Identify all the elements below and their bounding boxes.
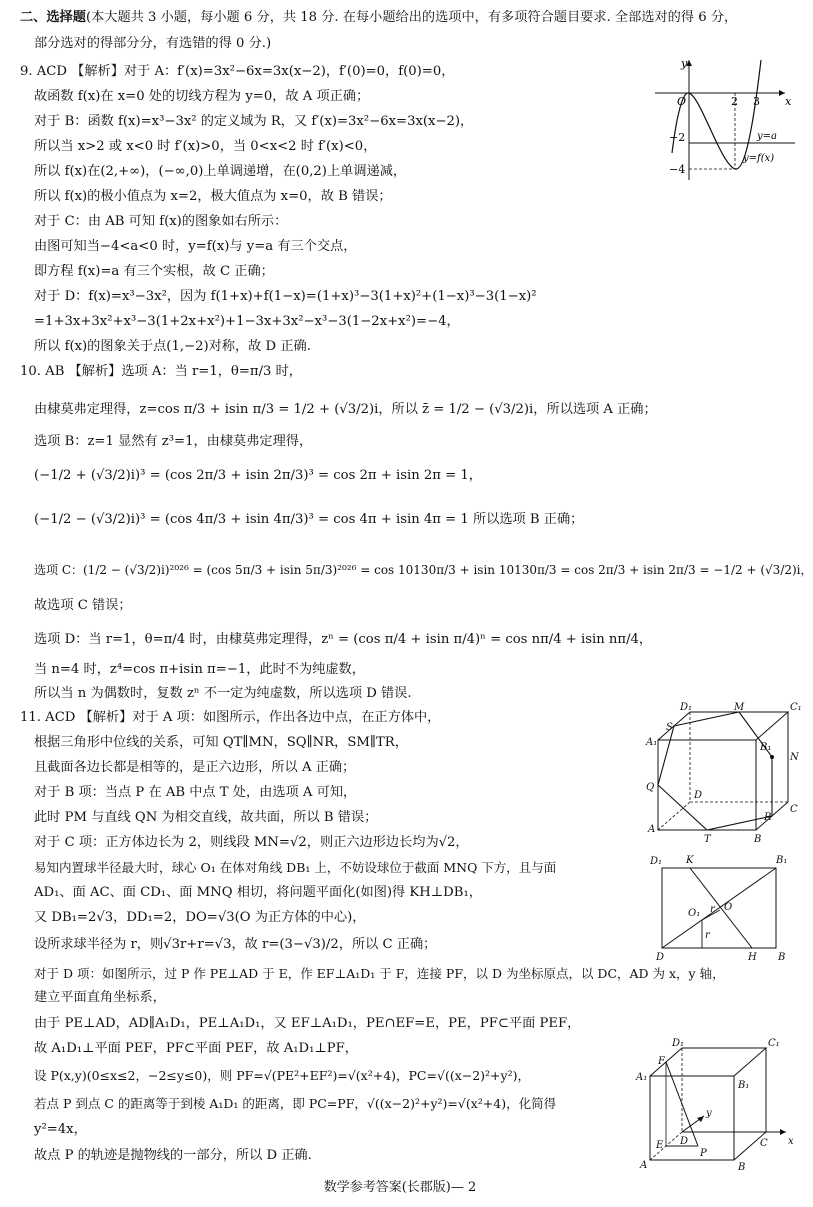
q9-line-7: 对于 C：由 AB 可知 f(x)的图象如右所示：	[34, 214, 288, 229]
page-footer: 数学参考答案(长郡版)— 2	[323, 1180, 477, 1195]
x-tick-2: 2	[731, 95, 738, 108]
q11-line-18: 故点 P 的轨迹是抛物线的一部分，所以 D 正确.	[34, 1148, 312, 1163]
svg-text:O: O	[724, 902, 733, 913]
svg-text:D₁: D₁	[672, 1038, 685, 1049]
svg-text:M: M	[734, 702, 745, 713]
q9-line-2: 故函数 f(x)在 x=0 处的切线方程为 y=0，故 A 项正确；	[34, 89, 370, 104]
svg-text:C: C	[790, 804, 798, 815]
svg-text:S: S	[666, 722, 673, 733]
svg-text:F: F	[658, 1056, 665, 1067]
svg-text:D: D	[680, 1136, 689, 1147]
q9-line-5: 所以 f(x)在(2,+∞)，(−∞,0)上单调递增，在(0,2)上单调递减，	[34, 164, 407, 179]
q9-line-6: 所以 f(x)的极小值点为 x=2，极大值点为 x=0，故 B 错误；	[34, 189, 392, 204]
svg-text:D₁: D₁	[680, 702, 693, 713]
q11-line-10: 设所求球半径为 r，则√3r+r=√3，故 r=(3−√3)/2，所以 C 正确；	[34, 937, 437, 952]
q11-line-13: 由于 PE⊥AD，AD∥A₁D₁，PE⊥A₁D₁，又 EF⊥A₁D₁，PE∩EF=E，PE，PF⊂平面 PEF，	[34, 1016, 581, 1031]
origin-label: O	[677, 95, 687, 108]
q9-line-9: 即方程 f(x)=a 有三个实根，故 C 正确；	[34, 264, 274, 279]
q10-line-9: 当 n=4 时，z⁴=cos π+isin π=−1，此时不为纯虚数，	[34, 662, 365, 677]
svg-text:T: T	[704, 834, 711, 845]
q10-line-2: 由棣莫弗定理得，z=cos π/3 + isin π/3 = 1/2 + (√3/2)i，所以 z̄ = 1/2 − (√3/2)i，所以选项 A 正确；	[34, 402, 657, 417]
svg-text:B: B	[778, 952, 786, 963]
q10-line-10: 所以当 n 为偶数时，复数 zⁿ 不一定为纯虚数，所以选项 D 错误.	[34, 686, 412, 701]
svg-text:r: r	[705, 930, 710, 941]
svg-text:C₁: C₁	[768, 1038, 780, 1049]
q10-line-4: (−1/2 + (√3/2)i)³ = (cos 2π/3 + isin 2π/3)³ = cos 2π + isin 2π = 1，	[34, 468, 482, 483]
sphere-cross-section-figure	[648, 850, 794, 962]
q11-line-15: 设 P(x,y)(0≤x≤2，−2≤y≤0)，则 PF=√(PE²+EF²)=√(x²+4)，PC=√((x−2)²+y²)，	[34, 1068, 530, 1083]
section-header: 二、选择题	[20, 10, 86, 25]
y-tick-neg4: −4	[669, 163, 686, 176]
q11-line-8: AD₁、面 AC、面 CD₁、面 MNQ 相切，将问题平面化(如图)得 KH⊥DB₁，	[34, 885, 482, 900]
svg-text:P: P	[700, 1148, 707, 1159]
cubic-function-graph	[645, 55, 795, 185]
q11-line-17: y²=4x，	[34, 1122, 87, 1137]
q11-line-2: 根据三角形中位线的关系，可知 QT∥MN，SQ∥NR，SM∥TR，	[34, 735, 408, 750]
svg-text:B₁: B₁	[776, 855, 788, 866]
cube-hexagon-section-figure	[640, 702, 800, 844]
q11-line-14: 故 A₁D₁⊥平面 PEF，PF⊂平面 PEF，故 A₁D₁⊥PF，	[34, 1041, 358, 1056]
svg-text:y: y	[706, 1108, 712, 1119]
section-intro-line-2: 部分选对的得部分分，有选错的得 0 分.)	[34, 36, 272, 51]
x-axis-label: x	[785, 95, 792, 108]
svg-text:x: x	[788, 1136, 794, 1147]
q9-line-10: 对于 D：f(x)=x³−3x²，因为 f(1+x)+f(1−x)=(1+x)³−3(1+x)²+(1−x)³−3(1−x)²	[34, 289, 537, 304]
svg-text:R: R	[764, 812, 772, 823]
svg-text:K: K	[686, 855, 694, 866]
q9-line-3: 对于 B：函数 f(x)=x³−3x² 的定义域为 R，又 f′(x)=3x²−6x=3x(x−2)，	[34, 114, 474, 129]
x-tick-3: 3	[753, 95, 760, 108]
svg-text:A: A	[648, 824, 656, 835]
y-tick-neg2: −2	[669, 131, 686, 144]
q10-line-3: 选项 B：z=1 显然有 z³=1，由棣莫弗定理得，	[34, 434, 313, 449]
svg-text:B₁: B₁	[760, 742, 772, 753]
q11-line-6: 对于 C 项：正方体边长为 2，则线段 MN=√2，则正六边形边长均为√2，	[34, 835, 469, 850]
svg-text:D: D	[694, 790, 703, 801]
section-intro-line-1: 二、选择题(本大题共 3 小题，每小题 6 分，共 18 分. 在每小题给出的选项中，有多项符合题目要求. 全部选对的得 6 分，	[20, 10, 738, 25]
q9-line-12: 所以 f(x)的图象关于点(1,−2)对称，故 D 正确.	[34, 339, 311, 354]
svg-text:A₁: A₁	[636, 1072, 648, 1083]
q9-line-8: 由图可知当−4<a<0 时，y=f(x)与 y=a 有三个交点，	[34, 239, 357, 254]
q10-line-6: 选项 C：(1/2 − (√3/2)i)²⁰²⁶ = (cos 5π/3 + isin 5π/3)²⁰²⁶ = cos 10130π/3 + isin 10130π/3 = cos 2π/3 + isin 2π/3 = −1/2 + (√3/2)i，	[34, 563, 813, 577]
q11-line-1: 11. ACD 【解析】对于 A 项：如图所示，作出各边中点，在正方体中，	[20, 710, 441, 725]
cube-coordinate-figure	[634, 1036, 800, 1172]
svg-text:Q: Q	[646, 782, 655, 793]
svg-text:B: B	[738, 1162, 746, 1173]
q11-line-7: 易知内置球半径最大时，球心 O₁ 在体对角线 DB₁ 上，不妨设球位于截面 MNQ 下方，且与面	[34, 860, 557, 875]
q9-line-1: 9. ACD 【解析】对于 A：f′(x)=3x²−6x=3x(x−2)，f′(0)=0，f(0)=0，	[20, 64, 455, 79]
svg-text:C: C	[760, 1138, 768, 1149]
line-y-a-label: y=a	[757, 131, 777, 142]
svg-text:N: N	[790, 752, 799, 763]
curve-label: y=f(x)	[743, 153, 775, 164]
y-axis-label: y	[681, 57, 688, 70]
q9-line-11: =1+3x+3x²+x³−3(1+2x+x²)+1−3x+3x²−x³−3(1−2x+x²)=−4，	[34, 314, 460, 329]
q11-line-5: 此时 PM 与直线 QN 为相交直线，故共面，所以 B 错误；	[34, 810, 378, 825]
q11-line-4: 对于 B 项：当点 P 在 AB 中点 T 处，由选项 A 可知，	[34, 785, 357, 800]
q11-line-11: 对于 D 项：如图所示，过 P 作 PE⊥AD 于 E，作 EF⊥A₁D₁ 于 F，连接 PF，以 D 为坐标原点，以 DC，AD 为 x，y 轴，	[34, 966, 725, 981]
q10-line-1: 10. AB 【解析】选项 A：当 r=1，θ=π/3 时，	[20, 364, 302, 379]
svg-text:A: A	[640, 1160, 648, 1171]
svg-text:A₁: A₁	[646, 737, 658, 748]
svg-text:E: E	[656, 1140, 664, 1151]
svg-text:C₁: C₁	[790, 702, 802, 713]
svg-text:B₁: B₁	[738, 1080, 750, 1091]
svg-text:D₁: D₁	[650, 856, 663, 867]
q10-line-8: 选项 D：当 r=1，θ=π/4 时，由棣莫弗定理得，zⁿ = (cos π/4 + isin π/4)ⁿ = cos nπ/4 + isin nπ/4，	[34, 632, 653, 647]
q9-line-4: 所以当 x>2 或 x<0 时 f′(x)>0，当 0<x<2 时 f′(x)<0，	[34, 139, 377, 154]
q11-line-12: 建立平面直角坐标系，	[34, 990, 166, 1005]
q10-line-5: (−1/2 − (√3/2)i)³ = (cos 4π/3 + isin 4π/3)³ = cos 4π + isin 4π = 1 所以选项 B 正确；	[34, 512, 584, 527]
q11-line-9: 又 DB₁=2√3，DD₁=2，DO=√3(O 为正方体的中心)，	[34, 910, 366, 925]
q10-line-7: 故选项 C 错误；	[34, 598, 132, 613]
svg-text:D: D	[656, 952, 665, 963]
q11-line-16: 若点 P 到点 C 的距离等于到棱 A₁D₁ 的距离，即 PC=PF，√((x−2)²+y²)=√(x²+4)，化简得	[34, 1096, 557, 1111]
svg-text:r: r	[710, 904, 715, 915]
q11-line-3: 且截面各边长都是相等的，是正六边形，所以 A 正确；	[34, 760, 356, 775]
svg-text:B: B	[754, 834, 762, 845]
svg-text:H: H	[748, 952, 757, 963]
svg-text:O₁: O₁	[688, 908, 701, 919]
